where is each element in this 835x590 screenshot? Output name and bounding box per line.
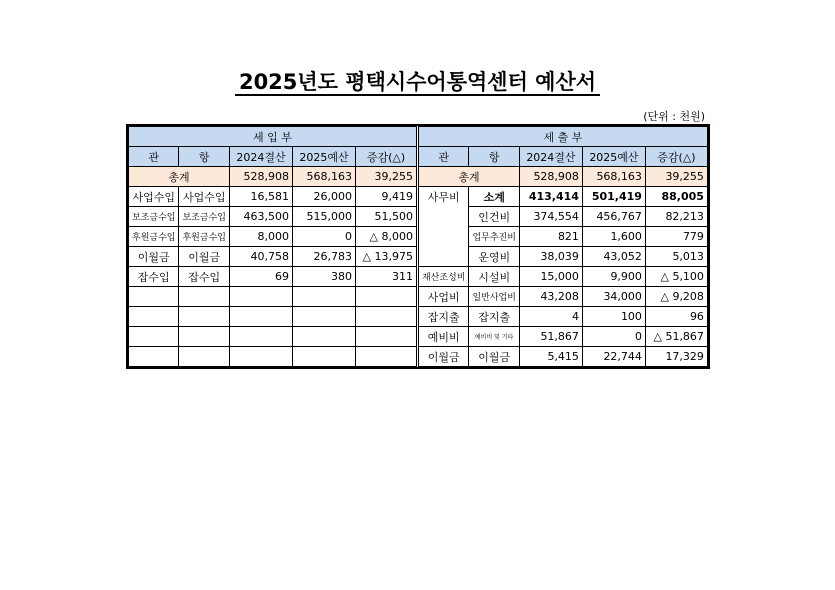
expense-total-2025: 568,163	[582, 167, 645, 187]
col-header-hang: 항	[179, 147, 229, 167]
income-2024: 8,000	[229, 227, 292, 247]
empty-cell	[292, 287, 355, 307]
income-hang: 보조금수입	[179, 207, 229, 227]
section-header-row	[129, 127, 708, 147]
expense-diff: 96	[645, 307, 707, 327]
empty-cell	[229, 347, 292, 367]
col-header-2024: 2024결산	[229, 147, 292, 167]
empty-cell	[179, 347, 229, 367]
table-row	[129, 327, 708, 347]
title-text: 2025년도 평택시수어통역센터 예산서	[235, 70, 600, 96]
expense-total-diff: 39,255	[645, 167, 707, 187]
table-row	[129, 247, 708, 267]
income-total-2024: 528,908	[229, 167, 292, 187]
income-section-header: 세 입 부	[129, 127, 418, 147]
expense-2024: 374,554	[519, 207, 582, 227]
table-row	[129, 307, 708, 327]
empty-cell	[292, 347, 355, 367]
expense-2025: 100	[582, 307, 645, 327]
empty-cell	[355, 327, 417, 347]
expense-gwan: 재산조성비	[417, 267, 468, 287]
income-hang: 잡수입	[179, 267, 229, 287]
expense-2024: 15,000	[519, 267, 582, 287]
budget-table	[128, 126, 708, 367]
income-2024: 40,758	[229, 247, 292, 267]
expense-2025: 0	[582, 327, 645, 347]
expense-diff: 17,329	[645, 347, 707, 367]
empty-cell	[129, 307, 179, 327]
unit-label: (단위 : 천원)	[643, 110, 705, 123]
empty-cell	[129, 287, 179, 307]
expense-2024: 821	[519, 227, 582, 247]
table-row	[129, 347, 708, 367]
income-hang: 이월금	[179, 247, 229, 267]
income-2025: 26,783	[292, 247, 355, 267]
expense-gwan: 사업비	[417, 287, 468, 307]
col-header-2025: 2025예산	[582, 147, 645, 167]
expense-hang: 운영비	[469, 247, 519, 267]
income-diff: 311	[355, 267, 417, 287]
expense-hang: 소계	[469, 187, 519, 207]
empty-cell	[129, 347, 179, 367]
empty-cell	[292, 327, 355, 347]
empty-cell	[229, 327, 292, 347]
expense-hang: 업무추진비	[469, 227, 519, 247]
income-gwan: 보조금수입	[129, 207, 179, 227]
expense-2024: 5,415	[519, 347, 582, 367]
document-title	[0, 66, 835, 96]
column-header-row	[129, 147, 708, 167]
expense-2025: 43,052	[582, 247, 645, 267]
empty-cell	[179, 287, 229, 307]
expense-2024: 38,039	[519, 247, 582, 267]
expense-2025: 9,900	[582, 267, 645, 287]
empty-cell	[229, 307, 292, 327]
income-2024: 69	[229, 267, 292, 287]
empty-cell	[229, 287, 292, 307]
expense-2025: 22,744	[582, 347, 645, 367]
table-row	[129, 227, 708, 247]
income-total-label: 총계	[129, 167, 230, 187]
income-gwan: 잡수입	[129, 267, 179, 287]
expense-2025: 1,600	[582, 227, 645, 247]
expense-gwan: 이월금	[417, 347, 468, 367]
expense-diff: 82,213	[645, 207, 707, 227]
expense-hang: 이월금	[469, 347, 519, 367]
empty-cell	[129, 327, 179, 347]
income-gwan: 이월금	[129, 247, 179, 267]
expense-2024: 51,867	[519, 327, 582, 347]
income-total-diff: 39,255	[355, 167, 417, 187]
expense-2025: 501,419	[582, 187, 645, 207]
expense-hang: 예비비 및 기타	[469, 327, 519, 347]
expense-diff: 779	[645, 227, 707, 247]
col-header-diff: 증감(△)	[355, 147, 417, 167]
expense-2024: 4	[519, 307, 582, 327]
income-2024: 463,500	[229, 207, 292, 227]
expense-gwan: 예비비	[417, 327, 468, 347]
expense-diff: △ 9,208	[645, 287, 707, 307]
empty-cell	[292, 307, 355, 327]
income-diff: 51,500	[355, 207, 417, 227]
expense-hang: 일반사업비	[469, 287, 519, 307]
table-row	[129, 287, 708, 307]
expense-diff: △ 51,867	[645, 327, 707, 347]
income-2024: 16,581	[229, 187, 292, 207]
expense-2024: 43,208	[519, 287, 582, 307]
expense-diff: 5,013	[645, 247, 707, 267]
income-2025: 0	[292, 227, 355, 247]
expense-diff: 88,005	[645, 187, 707, 207]
col-header-2025: 2025예산	[292, 147, 355, 167]
col-header-gwan: 관	[417, 147, 468, 167]
expense-diff: △ 5,100	[645, 267, 707, 287]
table-row	[129, 187, 708, 207]
table-row	[129, 207, 708, 227]
expense-2025: 456,767	[582, 207, 645, 227]
col-header-gwan: 관	[129, 147, 179, 167]
income-diff: △ 8,000	[355, 227, 417, 247]
empty-cell	[179, 327, 229, 347]
expense-hang: 시설비	[469, 267, 519, 287]
empty-cell	[179, 307, 229, 327]
expense-hang: 인건비	[469, 207, 519, 227]
expense-section-header: 세 출 부	[417, 127, 707, 147]
expense-hang: 잡지출	[469, 307, 519, 327]
table-row	[129, 267, 708, 287]
income-hang: 사업수입	[179, 187, 229, 207]
expense-total-label: 총계	[417, 167, 519, 187]
expense-gwan	[417, 207, 468, 227]
income-diff: 9,419	[355, 187, 417, 207]
empty-cell	[355, 287, 417, 307]
empty-cell	[355, 347, 417, 367]
income-2025: 380	[292, 267, 355, 287]
income-gwan: 사업수입	[129, 187, 179, 207]
income-total-2025: 568,163	[292, 167, 355, 187]
income-diff: △ 13,975	[355, 247, 417, 267]
expense-gwan: 사무비	[417, 187, 468, 207]
expense-total-2024: 528,908	[519, 167, 582, 187]
expense-gwan	[417, 247, 468, 267]
empty-cell	[355, 307, 417, 327]
income-2025: 515,000	[292, 207, 355, 227]
expense-2024: 413,414	[519, 187, 582, 207]
expense-gwan: 잡지출	[417, 307, 468, 327]
expense-gwan	[417, 227, 468, 247]
total-row	[129, 167, 708, 187]
expense-2025: 34,000	[582, 287, 645, 307]
income-hang: 후원금수입	[179, 227, 229, 247]
income-2025: 26,000	[292, 187, 355, 207]
col-header-diff: 증감(△)	[645, 147, 707, 167]
col-header-2024: 2024결산	[519, 147, 582, 167]
income-gwan: 후원금수입	[129, 227, 179, 247]
col-header-hang: 항	[469, 147, 519, 167]
